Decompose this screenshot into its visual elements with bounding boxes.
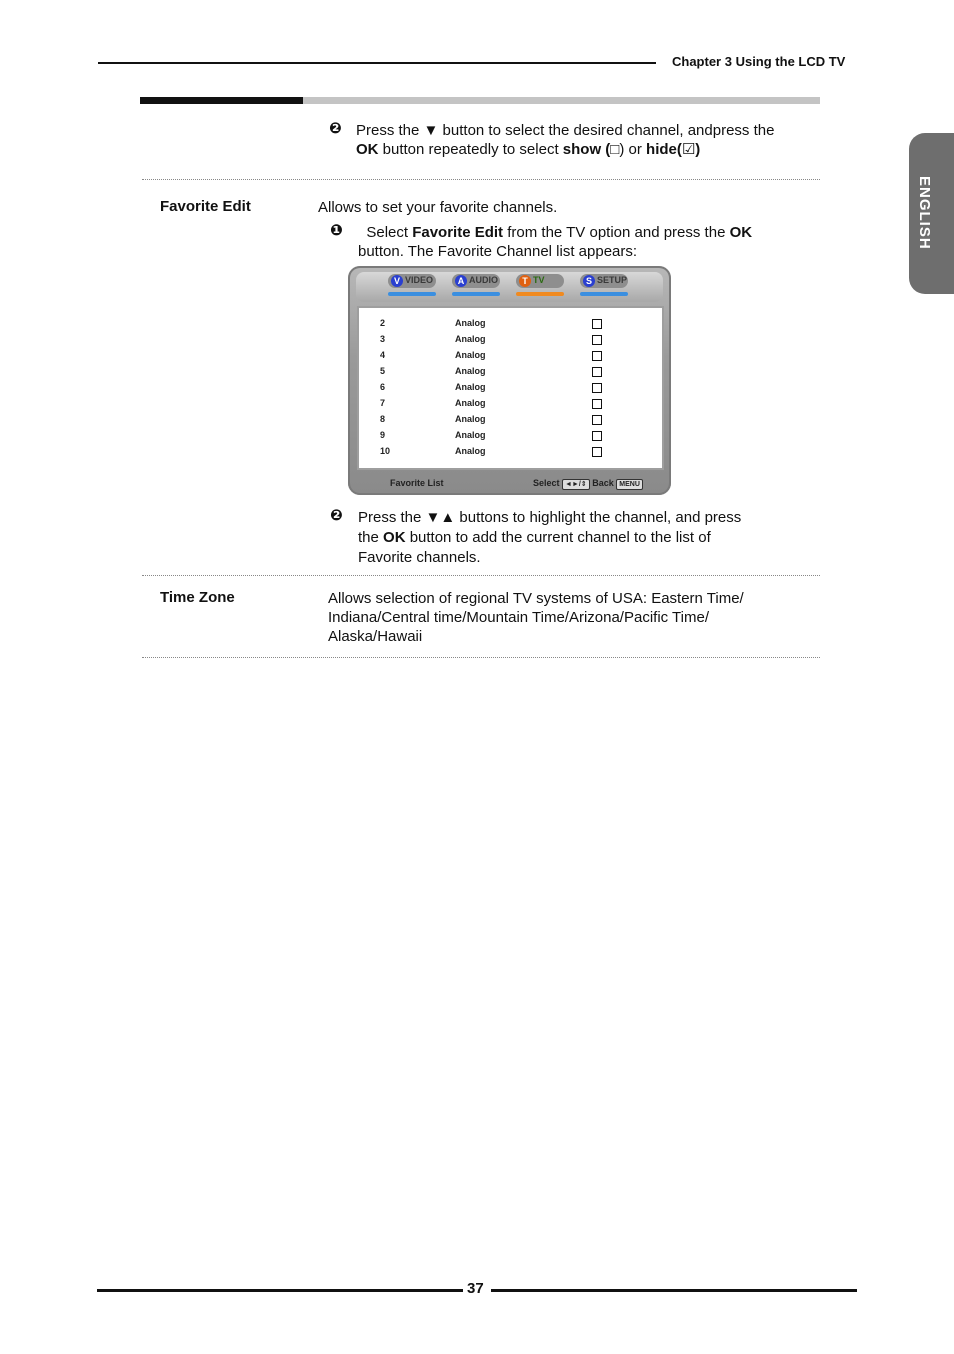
footer-rule-right (491, 1289, 857, 1292)
favorite-checkbox[interactable] (592, 383, 602, 393)
favorite-edit-label: Favorite Edit (160, 198, 251, 215)
channel-row[interactable]: 6 Analog (359, 380, 662, 396)
channel-row[interactable]: 3 Analog (359, 332, 662, 348)
favorite-list-screen (348, 266, 671, 495)
footer-rule-left (97, 1289, 463, 1292)
divider (142, 657, 820, 658)
osd-tab-audio-underline (452, 292, 500, 296)
favorite-checkbox[interactable] (592, 399, 602, 409)
channel-row[interactable]: 7 Analog (359, 396, 662, 412)
osd-tab-tv: T TV (516, 274, 564, 288)
page-number: 37 (467, 1280, 484, 1297)
step-number: ❷ (330, 507, 343, 524)
step2-line3: Favorite channels. (358, 549, 481, 566)
step-text-line1: Press the ▼ button to select the desired channel, andpress the (356, 122, 775, 139)
menu-key-icon: MENU (616, 479, 643, 490)
osd-tab-video: V VIDEO (388, 274, 436, 288)
favorite-checkbox[interactable] (592, 351, 602, 361)
arrow-keys-icon: ◄►/⇕ (562, 479, 590, 490)
favorite-checkbox[interactable] (592, 415, 602, 425)
time-zone-text: Allows selection of regional TV systems of USA: Eastern Time/ Indiana/Central time/Mountain Time/Arizona/Pacific Time/ Alaska/Hawaii (328, 590, 744, 645)
step-text-line2: OK button repeatedly to select show (□) or hide(☑) (356, 141, 701, 158)
divider (142, 575, 820, 576)
step1-text (358, 223, 798, 261)
channel-row[interactable]: 5 Analog (359, 364, 662, 380)
osd-tab-audio: A AUDIO (452, 274, 500, 288)
step-number: ❶ (330, 222, 343, 239)
step2-line1: Press the ▼▲ buttons to highlight the channel, and press (358, 509, 742, 526)
osd-footer (348, 472, 671, 492)
time-zone-label: Time Zone (160, 589, 235, 606)
section-bar-dark (140, 97, 303, 104)
channel-row[interactable]: 10 Analog (359, 444, 662, 460)
osd-tab-setup-underline (580, 292, 628, 296)
channel-row[interactable]: 4 Analog (359, 348, 662, 364)
favorite-checkbox[interactable] (592, 431, 602, 441)
channel-row[interactable]: 9 Analog (359, 428, 662, 444)
step-number: ❷ (329, 120, 342, 137)
step-text (356, 121, 816, 159)
favorite-checkbox[interactable] (592, 367, 602, 377)
osd-tab-setup: S SETUP (580, 274, 628, 288)
step2-text (358, 508, 798, 568)
chapter-title: Chapter 3 Using the LCD TV (672, 54, 846, 69)
channel-row[interactable]: 8 Analog (359, 412, 662, 428)
favorite-checkbox[interactable] (592, 319, 602, 329)
language-tab-label: ENGLISH (916, 176, 933, 250)
osd-footer-title: Favorite List (390, 478, 444, 488)
favorite-checkbox[interactable] (592, 335, 602, 345)
header-rule (98, 62, 656, 64)
step1-line1: Select Favorite Edit from the TV option and press the OK (366, 224, 753, 241)
osd-tab-video-underline (388, 292, 436, 296)
favorite-checkbox[interactable] (592, 447, 602, 457)
osd-tab-tv-underline (516, 292, 564, 296)
section-bar-light (303, 97, 820, 104)
channel-row[interactable]: 2 Analog (359, 316, 662, 332)
divider (142, 179, 820, 180)
step1-line2: button. The Favorite Channel list appears: (358, 243, 638, 260)
channel-list (357, 306, 664, 470)
step2-line2: the OK button to add the current channel to the list of (358, 529, 711, 546)
favorite-edit-intro: Allows to set your favorite channels. (318, 199, 558, 216)
osd-footer-hints: Select ◄►/⇕ Back MENU (533, 478, 643, 490)
